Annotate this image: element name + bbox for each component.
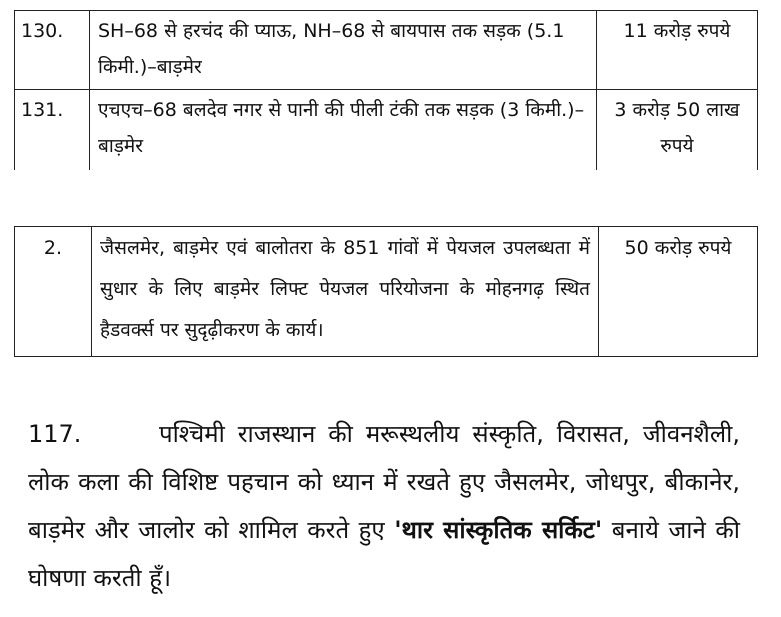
- paragraph-text: पश्चिमी राजस्थान की मरूस्थलीय संस्कृति, विरासत, जीवनशैली, लोक कला की विशिष्ट पहचान को ध्यान में रखते हुए जैसलमेर, जोधपुर, बीकानेर, बाड़मेर और जालोर को शामिल करते हुए: [28, 420, 740, 544]
- row-number: 2.: [15, 227, 92, 357]
- paragraph-text-end: बनाये जाने की घोषणा करती हूँ।: [28, 516, 740, 592]
- row-number: 130.: [15, 11, 90, 90]
- table-row: [15, 227, 758, 357]
- scheme-table-roads: [14, 10, 758, 170]
- row-description: एचएच–68 बलदेव नगर से पानी की पीली टंकी तक सड़क (3 किमी.)–बाड़मेर: [90, 90, 597, 171]
- row-number: 131.: [15, 90, 90, 171]
- row-amount: 3 करोड़ 50 लाख रुपये: [597, 90, 758, 171]
- scheme-table-water: [14, 226, 758, 357]
- row-amount: 11 करोड़ रुपये: [597, 11, 758, 90]
- table-row: [15, 11, 758, 90]
- paragraph-number: 117.: [28, 420, 82, 448]
- announcement-paragraph: [28, 410, 740, 602]
- row-description: जैसलमेर, बाड़मेर एवं बालोतरा के 851 गांवों में पेयजल उपलब्धता में सुधार के लिए बाड़मेर लिफ्ट पेयजल परियोजना के मोहनगढ़ स्थित हैडवर्क्स पर सुदृढ़ीकरण के कार्य।: [92, 227, 599, 357]
- row-amount: 50 करोड़ रुपये: [599, 227, 758, 357]
- circuit-name: 'थार सांस्कृतिक सर्किट': [394, 516, 603, 544]
- row-description: SH–68 से हरचंद की प्याऊ, NH–68 से बायपास तक सड़क (5.1 किमी.)–बाड़मेर: [90, 11, 597, 90]
- table-row: [15, 90, 758, 171]
